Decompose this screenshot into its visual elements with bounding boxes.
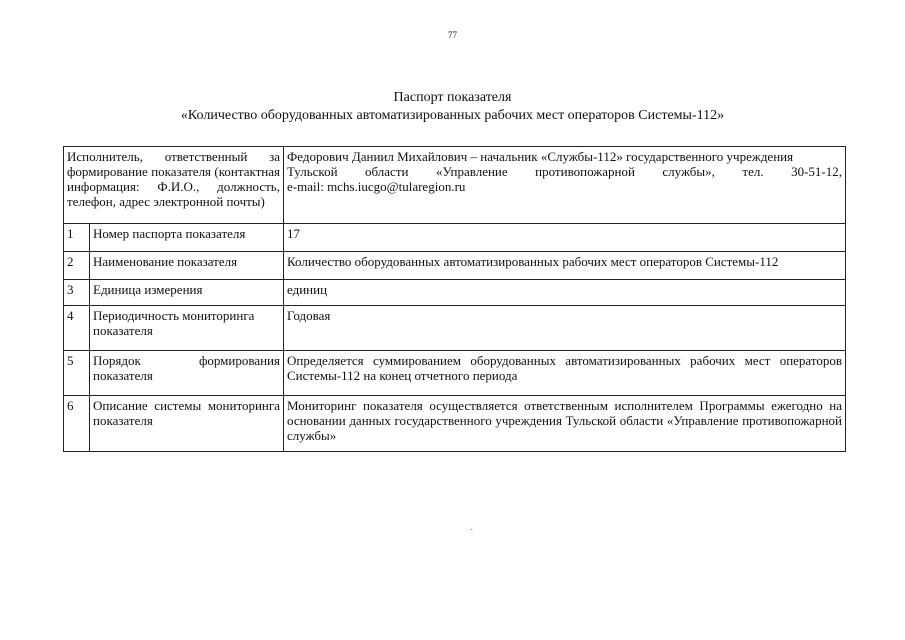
scan-speck: ˏ [470, 520, 474, 531]
row-number: 6 [64, 396, 90, 452]
passport-table [63, 146, 846, 452]
row-value: Количество оборудованных автоматизированных рабочих мест операторов Системы-112 [284, 252, 846, 280]
row-label: Наименование показателя [90, 252, 284, 280]
row-number: 5 [64, 351, 90, 396]
table-row [64, 306, 846, 351]
row-number: 4 [64, 306, 90, 351]
row-value: 17 [284, 224, 846, 252]
table-row [64, 351, 846, 396]
row-value: единиц [284, 280, 846, 306]
row-value: Годовая [284, 306, 846, 351]
page-number: 77 [448, 30, 457, 40]
row-label: Единица измерения [90, 280, 284, 306]
table-row [64, 224, 846, 252]
row-label: Номер паспорта показателя [90, 224, 284, 252]
row-value: Определяется суммированием оборудованных автоматизированных рабочих мест операторов Системы-112 на конец отчетного периода [284, 351, 846, 396]
row-number: 2 [64, 252, 90, 280]
table-row [64, 396, 846, 452]
row-value: Мониторинг показателя осуществляется ответственным исполнителем Программы ежегодно на основании данных государственного учреждения Тульской области «Управление противопожарной службы» [284, 396, 846, 452]
responsible-value [284, 147, 846, 224]
table-row-responsible [64, 147, 846, 224]
table-row [64, 280, 846, 306]
title-line-2: «Количество оборудованных автоматизированных рабочих мест операторов Системы-112» [180, 108, 725, 123]
responsible-value-line-1: Федорович Даниил Михайлович – начальник «Службы-112» государственного учреждения Тульской области «Управление противопожарной службы», тел. 30-51-12, [287, 149, 842, 179]
responsible-email: e-mail: mchs.iucgo@tularegion.ru [287, 179, 466, 194]
row-label: Описание системы мониторинга показателя [90, 396, 284, 452]
row-number: 1 [64, 224, 90, 252]
row-label: Порядок формирования показателя [90, 351, 284, 396]
document-title [0, 89, 905, 125]
title-line-1: Паспорт показателя [393, 90, 512, 105]
table-row [64, 252, 846, 280]
row-label: Периодичность мониторинга показателя [90, 306, 284, 351]
responsible-label: Исполнитель, ответственный за формирование показателя (контактная информация: Ф.И.О., должность, телефон, адрес электронной почты) [64, 147, 284, 224]
row-number: 3 [64, 280, 90, 306]
